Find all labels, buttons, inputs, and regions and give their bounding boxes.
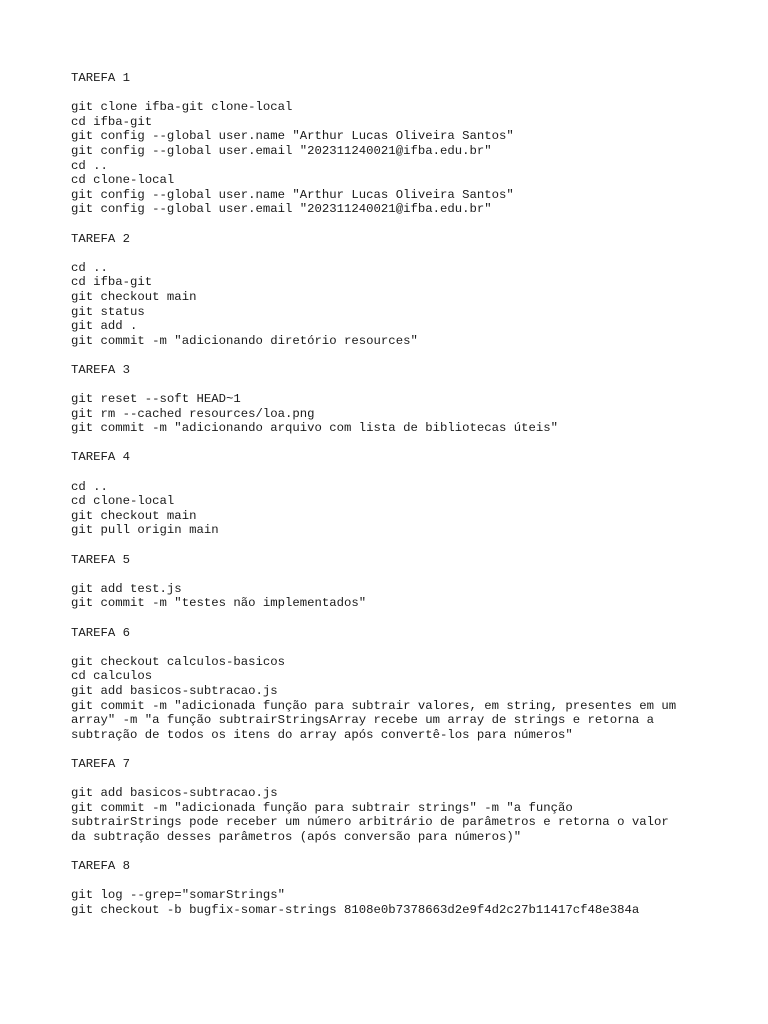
- command-line: git config --global user.email "202311240021@ifba.edu.br": [71, 143, 492, 158]
- command-line: git commit -m "adicionando arquivo com lista de bibliotecas úteis": [71, 421, 559, 436]
- command-line: git checkout -b bugfix-somar-strings 8108e0b7378663d2e9f4d2c27b11417cf48e384a: [71, 902, 640, 917]
- command-line: cd clone-local: [71, 494, 175, 509]
- command-line: git reset --soft HEAD~1: [71, 392, 241, 407]
- command-line: git add basicos-subtracao.js: [71, 683, 278, 698]
- command-line: cd ..: [71, 158, 108, 173]
- task-heading: TAREFA 2: [71, 231, 131, 246]
- command-line: git log --grep="somarStrings": [71, 888, 286, 903]
- document-page: [71, 71, 731, 932]
- task-section-2: [71, 232, 731, 349]
- command-line: cd ifba-git: [71, 275, 153, 290]
- command-line: cd calculos: [71, 669, 153, 684]
- command-line: cd ..: [71, 260, 108, 275]
- command-line: git commit -m "adicionada função para subtrair strings" -m "a função: [71, 800, 573, 815]
- command-line: array" -m "a função subtrairStringsArray recebe um array de strings e retorna a: [71, 713, 654, 728]
- command-line: git clone ifba-git clone-local: [71, 100, 293, 115]
- command-line: git rm --cached resources/loa.png: [71, 406, 315, 421]
- task-heading: TAREFA 6: [71, 625, 131, 640]
- command-line: git checkout calculos-basicos: [71, 654, 286, 669]
- task-section-5: [71, 553, 731, 611]
- task-heading: TAREFA 3: [71, 362, 131, 377]
- command-line: git commit -m "adicionada função para subtrair valores, em string, presentes em um: [71, 698, 677, 713]
- command-line: cd clone-local: [71, 173, 175, 188]
- task-heading: TAREFA 5: [71, 552, 131, 567]
- task-heading: TAREFA 7: [71, 756, 131, 771]
- command-line: git config --global user.name "Arthur Lucas Oliveira Santos": [71, 129, 514, 144]
- task-section-4: [71, 450, 731, 538]
- task-section-3: [71, 363, 731, 436]
- command-line: subtração de todos os itens do array após convertê-los para números": [71, 727, 573, 742]
- command-line: git add test.js: [71, 581, 182, 596]
- command-line: git config --global user.name "Arthur Lucas Oliveira Santos": [71, 187, 514, 202]
- task-section-6: [71, 626, 731, 743]
- task-heading: TAREFA 8: [71, 859, 131, 874]
- command-line: git commit -m "testes não implementados": [71, 596, 367, 611]
- command-line: git checkout main: [71, 508, 197, 523]
- task-section-1: [71, 71, 731, 217]
- task-heading: TAREFA 4: [71, 450, 131, 465]
- task-heading: TAREFA 1: [71, 71, 131, 85]
- command-line: git checkout main: [71, 289, 197, 304]
- command-line: cd ifba-git: [71, 114, 153, 129]
- command-line: git pull origin main: [71, 523, 219, 538]
- task-section-8: [71, 859, 731, 917]
- command-line: git commit -m "adicionando diretório resources": [71, 333, 418, 348]
- command-line: git config --global user.email "202311240021@ifba.edu.br": [71, 202, 492, 217]
- command-line: git add .: [71, 319, 138, 334]
- task-section-7: [71, 757, 731, 845]
- command-line: cd ..: [71, 479, 108, 494]
- command-line: git add basicos-subtracao.js: [71, 786, 278, 801]
- command-line: da subtração desses parâmetros (após conversão para números)": [71, 829, 522, 844]
- command-line: git status: [71, 304, 145, 319]
- command-line: subtrairStrings pode receber um número arbitrário de parâmetros e retorna o valor: [71, 815, 669, 830]
